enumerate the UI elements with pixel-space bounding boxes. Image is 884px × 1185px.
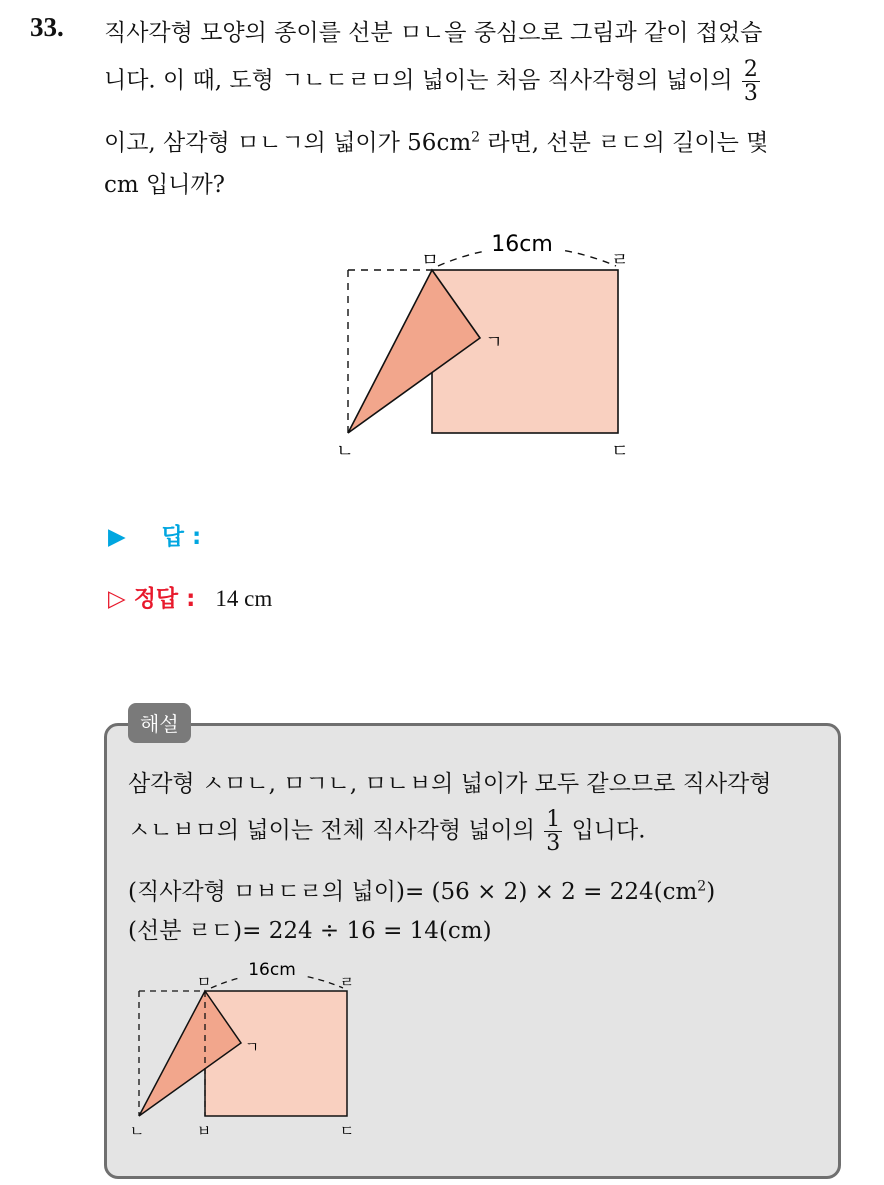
question-exponent: 2 — [471, 129, 481, 146]
question-line-3-pre: 이고, 삼각형 ㅁㄴㄱ의 넓이가 56cm — [104, 130, 472, 156]
question-line-1: 직사각형 모양의 종이를 선분 ㅁㄴ을 중심으로 그림과 같이 접었습 — [104, 20, 763, 46]
correct-arrow-icon: ▷ — [108, 586, 126, 612]
figure2-label-m: ㅁ — [196, 973, 212, 991]
figure-dimension-label: 16cm — [491, 232, 553, 257]
answer-label: 답 : — [161, 524, 202, 550]
explanation-exponent: 2 — [697, 878, 707, 895]
question-number: 33. — [30, 12, 64, 42]
answer-row — [108, 518, 201, 551]
figure2-label-r: ㄹ — [339, 973, 355, 991]
figure2-label-d: ㄷ — [339, 1122, 355, 1140]
figure2-label-g: ㄱ — [244, 1038, 260, 1056]
correct-answer-row — [108, 580, 272, 613]
explanation-tag: 해설 — [128, 703, 191, 743]
figure-label-m: ㅁ — [421, 250, 439, 271]
explanation-line-4: (선분 ㄹㄷ)= 224 ÷ 16 = 14(cm) — [128, 918, 492, 944]
fraction-numerator: 2 — [743, 57, 758, 82]
question-line-3 — [104, 124, 768, 157]
explanation-line-3-pre: (직사각형 ㅁㅂㄷㄹ의 넓이)= (56 × 2) × 2 = 224(cm — [128, 879, 698, 905]
fraction-denominator: 3 — [546, 831, 561, 857]
fraction-two-thirds — [742, 58, 760, 105]
figure-label-n: ㄴ — [336, 441, 354, 462]
fold-figure — [320, 220, 650, 465]
explanation-line-3 — [128, 873, 715, 906]
correct-answer-label: 정답 : — [133, 586, 196, 612]
fraction-denominator: 3 — [743, 81, 758, 107]
explanation-figure — [125, 955, 365, 1145]
answer-arrow-icon: ▶ — [108, 524, 126, 550]
explanation-line-2 — [128, 808, 646, 855]
fraction-one-third — [544, 808, 562, 855]
question-line-2-text: 니다. 이 때, 도형 ㄱㄴㄷㄹㅁ의 넓이는 처음 직사각형의 넓이의 — [104, 67, 733, 94]
question-line-4: cm 입니까? — [104, 172, 225, 198]
figure2-dimension-label: 16cm — [248, 960, 296, 980]
explanation-line-2-post: 입니다. — [571, 817, 646, 844]
figure2-label-n: ㄴ — [129, 1122, 145, 1140]
question-line-2 — [104, 58, 762, 105]
fraction-numerator: 1 — [546, 807, 561, 832]
question-line-3-post: 라면, 선분 ㄹㄷ의 길이는 몇 — [480, 130, 769, 156]
correct-answer-value: 14 cm — [215, 586, 273, 611]
explanation-line-3-post: ) — [706, 879, 716, 905]
explanation-line-2-pre: ㅅㄴㅂㅁ의 넓이는 전체 직사각형 넓이의 — [128, 817, 535, 844]
figure-label-d: ㄷ — [611, 441, 629, 462]
figure2-label-b: ㅂ — [196, 1122, 212, 1140]
figure-label-r: ㄹ — [611, 250, 629, 271]
figure-label-g: ㄱ — [485, 332, 503, 353]
explanation-line-1: 삼각형 ㅅㅁㄴ, ㅁㄱㄴ, ㅁㄴㅂ의 넓이가 모두 같으므로 직사각형 — [128, 771, 772, 797]
